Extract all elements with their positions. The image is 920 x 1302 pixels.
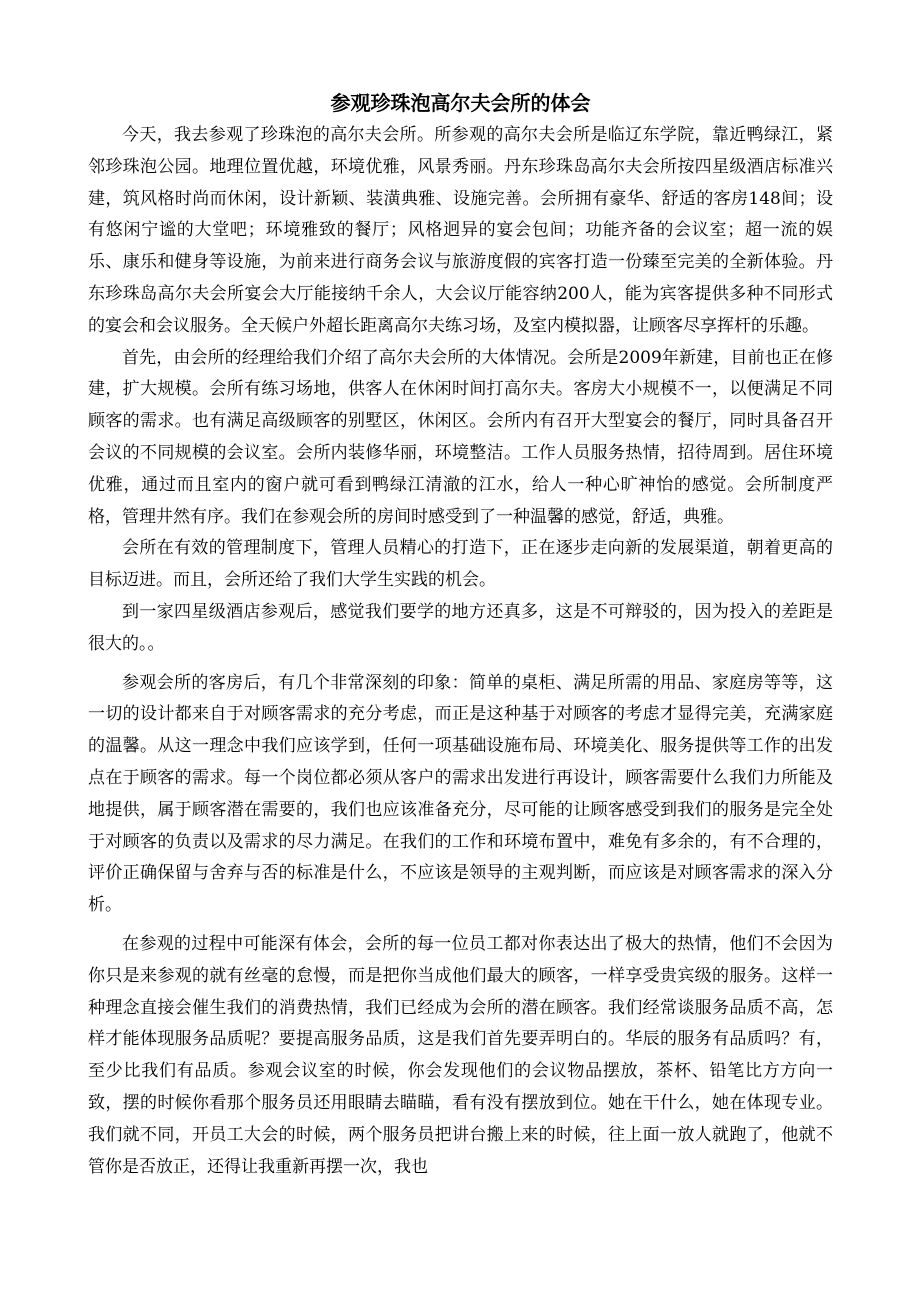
paragraph-overview: 首先，由会所的经理给我们介绍了高尔夫会所的大体情况。会所是2009年新建，目前也正在修建，扩大规模。会所有练习场地，供客人在休闲时间打高尔夫。客房大小规模不一，以便满足不同顾客的需求。也有满足高级顾客的别墅区，休闲区。会所内有召开大型宴会的餐厅，同时具备召开会议的不同规模的会议室。会所内装修华丽，环境整洁。工作人员服务热情，招待周到。居住环境优雅，通过而且室内的窗户就可看到鸭绿江清澈的江水，给人一种心旷神怡的感觉。会所制度严格，管理井然有序。我们在参观会所的房间时感受到了一种温馨的感觉，舒适，典雅。 <box>88 347 833 527</box>
document-page <box>88 86 833 1183</box>
document-title: 参观珍珠泡高尔夫会所的体会 <box>330 91 591 115</box>
paragraph-service: 在参观的过程中可能深有体会，会所的每一位员工都对你表达出了极大的热情，他们不会因为你只是来参观的就有丝毫的怠慢，而是把你当成他们最大的顾客，一样享受贵宾级的服务。这样一种理念直接会催生我们的消费热情，我们已经成为会所的潜在顾客。我们经常谈服务品质不高，怎样才能体现服务品质呢？要提高服务品质，这是我们首先要弄明白的。华辰的服务有品质吗？有，至少比我们有品质。参观会议室的时候，你会发现他们的会议物品摆放，茶杯、铅笔比方方向一致，摆的时候你看那个服务员还用眼睛去瞄瞄，看有没有摆放到位。她在干什么，她在体现专业。我们就不同，开员工大会的时候，两个服务员把讲台搬上来的时候，往上面一放人就跑了，他就不管你是否放正，还得让我重新再摆一次，我也 <box>88 933 833 1177</box>
paragraph-rooms: 参观会所的客房后，有几个非常深刻的印象：简单的桌柜、满足所需的用品、家庭房等等，这一切的设计都来自于对顾客需求的充分考虑，而正是这种基于对顾客的考虑才显得完美，充满家庭的温馨。从这一理念中我们应该学到，任何一项基础设施布局、环境美化、服务提供等工作的出发点在于顾客的需求。每一个岗位都必须从客户的需求出发进行再设计，顾客需要什么我们力所能及地提供，属于顾客潜在需要的，我们也应该准备充分，尽可能的让顾客感受到我们的服务是完全处于对顾客的负责以及需求的尽力满足。在我们的工作和环境布置中，难免有多余的，有不合理的，评价正确保留与舍弃与否的标准是什么，不应该是领导的主观判断，而应该是对顾客需求的深入分析。 <box>88 672 833 916</box>
paragraph-intro: 今天，我去参观了珍珠泡的高尔夫会所。所参观的高尔夫会所是临辽东学院，靠近鸭绿江，紧邻珍珠泡公园。地理位置优越，环境优雅，风景秀丽。丹东珍珠岛高尔夫会所按四星级酒店标准兴建，筑风格时尚而休闲，设计新颖、装潢典雅、设施完善。会所拥有豪华、舒适的客房148间；设有悠闲宁谧的大堂吧；环境雅致的餐厅；风格迥异的宴会包间；功能齐备的会议室；超一流的娱乐、康乐和健身等设施，为前来进行商务会议与旅游度假的宾客打造一份臻至完美的全新体验。丹东珍珠岛高尔夫会所宴会大厅能接纳千余人，大会议厅能容纳200人，能为宾客提供多种不同形式的宴会和会议服务。全天候户外超长距离高尔夫练习场，及室内模拟器，让顾客尽享挥杆的乐趣。 <box>88 125 833 336</box>
paragraph-comparison: 到一家四星级酒店参观后，感觉我们要学的地方还真多，这是不可辩驳的，因为投入的差距是很大的。。 <box>88 601 833 654</box>
paragraph-management: 会所在有效的管理制度下，管理人员精心的打造下，正在逐步走向新的发展渠道，朝着更高的目标迈进。而且，会所还给了我们大学生实践的机会。 <box>88 538 833 591</box>
